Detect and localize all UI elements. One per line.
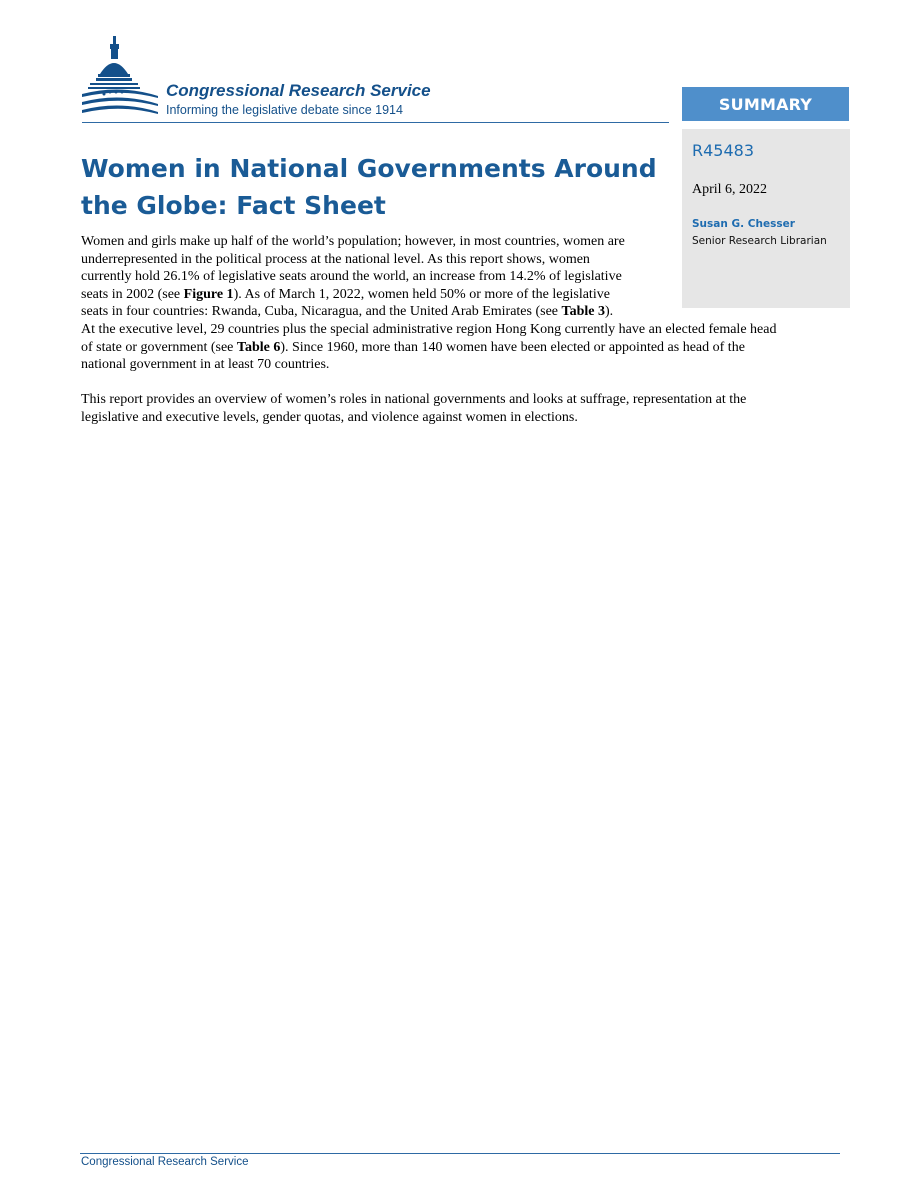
summary-paragraph — [81, 233, 776, 374]
report-date: April 6, 2022 — [692, 182, 768, 197]
text-line: At the executive level, 29 countries plus the special administrative region Hong Kong currently have an elected female head — [81, 321, 777, 337]
text-line: underrepresented in the political process at the national level. As this report shows, women — [81, 251, 590, 267]
text-segment: of state or government (see — [81, 339, 237, 355]
summary-body — [81, 233, 776, 444]
text-line: Women and girls make up half of the world’s population; however, in most countries, women are — [81, 234, 625, 249]
text-line — [81, 303, 776, 321]
page-title: Women in National Governments Around the Globe: Fact Sheet — [81, 154, 657, 220]
text-line: national government in at least 70 countries. — [81, 357, 330, 373]
text-segment: seats in 2002 (see — [81, 286, 184, 302]
text-line: currently hold 26.1% of legislative seats around the world, an increase from 14.2% of legislative — [81, 269, 622, 285]
summary-paragraph — [81, 391, 776, 426]
table-reference: Table 6 — [236, 339, 281, 355]
text-segment: seats in four countries: Rwanda, Cuba, Nicaragua, and the United Arab Emirates (see — [81, 304, 562, 320]
author-title: Senior Research Librarian — [692, 235, 827, 247]
text-line: legislative and executive levels, gender quotas, and violence against women in elections. — [81, 409, 578, 425]
crs-logo — [80, 34, 500, 124]
table-reference: Table 3 — [561, 304, 605, 320]
org-name: Congressional Research Service — [166, 81, 431, 100]
figure-reference: Figure 1 — [183, 286, 234, 302]
capitol-dome-icon — [80, 34, 160, 124]
text-line: This report provides an overview of women’s roles in national governments and looks at suffrage, representation at the — [81, 392, 747, 408]
text-segment: ). — [604, 304, 614, 320]
text-segment: ). Since 1960, more than 140 women have been elected or appointed as head of the — [280, 339, 745, 355]
author-name: Susan G. Chesser — [692, 218, 795, 230]
report-number: R45483 — [692, 141, 755, 160]
text-line — [81, 286, 776, 304]
org-tagline: Informing the legislative debate since 1914 — [166, 103, 403, 117]
text-line — [81, 339, 776, 357]
footer-divider — [80, 1153, 840, 1154]
header-divider — [82, 122, 669, 123]
summary-label: SUMMARY — [682, 87, 849, 121]
text-segment: ). As of March 1, 2022, women held 50% or more of the legislative — [233, 286, 610, 302]
footer-org-name: Congressional Research Service — [81, 1156, 249, 1168]
